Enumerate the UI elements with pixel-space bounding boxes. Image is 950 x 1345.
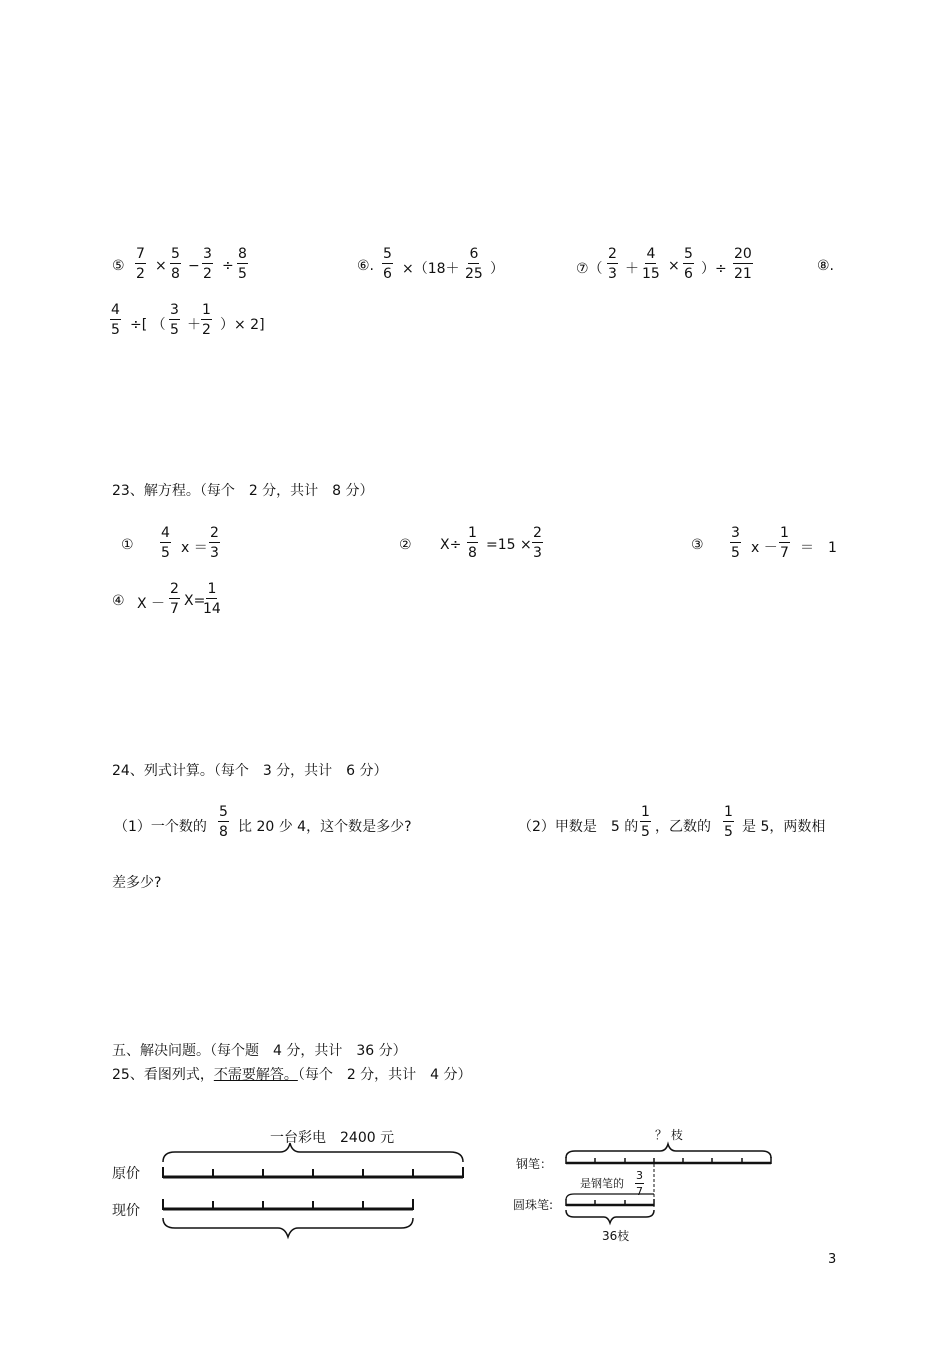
- fig2-bottom-brace: [566, 1210, 654, 1223]
- fraction: $\frac{4}{5}$: [111, 302, 120, 338]
- fig1-top-brace: [163, 1143, 463, 1162]
- fraction: $\frac{1}{2}$: [202, 302, 211, 338]
- fraction: $\frac{4}{5}$: [161, 525, 170, 561]
- fraction: $\frac{3}{5}$: [170, 302, 179, 338]
- fig2-row1-label: 钢笔：: [516, 1157, 553, 1171]
- expression-text: ÷[ （: [130, 317, 166, 333]
- expression-text: ）× 2]: [220, 317, 265, 333]
- q24-part2-text: 是 5，两数相: [742, 819, 826, 835]
- item-6-number: ⑥.: [357, 258, 375, 274]
- q25-title-b: （每个 2 分，共计 4 分）: [297, 1067, 472, 1083]
- fig1-row2-label: 现价: [112, 1203, 140, 1219]
- expression-text: ）: [490, 261, 504, 277]
- fig1-bottom-brace: [163, 1218, 413, 1237]
- item-7-number: ⑦（: [576, 261, 603, 277]
- section5-title: 五、解决问题。（每个题 4 分，共计 36 分）: [112, 1043, 407, 1059]
- fraction: $\frac{1}{7}$: [780, 525, 789, 561]
- fig2-note-fraction: $\frac{3}{7}$: [636, 1169, 643, 1198]
- q24-title: 24、列式计算。（每个 3 分，共计 6 分）: [112, 763, 388, 779]
- fraction: $\frac{8}{5}$: [238, 246, 247, 282]
- fraction: $\frac{4}{15}$: [642, 246, 660, 282]
- expression-text: X=: [184, 593, 206, 609]
- fig2-top-label: ？ 枝: [655, 1128, 683, 1142]
- fig1-top-label: 一台彩电 2400 元: [270, 1130, 395, 1146]
- fig2-diagram: [560, 1140, 780, 1230]
- q24-part2-text: （2）甲数是 5 的: [518, 819, 639, 835]
- fraction: $\frac{2}{3}$: [210, 525, 219, 561]
- fig2-row2-top-brace: [566, 1194, 654, 1200]
- fraction: $\frac{1}{8}$: [468, 525, 477, 561]
- expression-text: x －: [751, 540, 778, 556]
- fig2-top-brace: [566, 1144, 771, 1158]
- q23-title: 23、解方程。（每个 2 分，共计 8 分）: [112, 483, 374, 499]
- q24-part1-text: （1）一个数的: [114, 819, 207, 835]
- item-5-number: ⑤: [112, 258, 125, 274]
- expression-text: x ＝: [181, 540, 208, 556]
- fraction: $\frac{20}{21}$: [734, 246, 752, 282]
- fraction: $\frac{5}{6}$: [684, 246, 693, 282]
- fraction: $\frac{6}{25}$: [465, 246, 483, 282]
- item-8-number: ⑧.: [817, 258, 835, 274]
- fraction: $\frac{1}{14}$: [203, 581, 221, 617]
- expression-text: ＝ 1: [800, 540, 837, 556]
- fig1-diagram: [150, 1140, 480, 1250]
- operator: ÷: [222, 258, 234, 274]
- eq2-number: ②: [399, 537, 412, 553]
- fig1-row1-label: 原价: [112, 1166, 140, 1182]
- q25-title: [112, 1064, 472, 1084]
- operator: ×: [668, 258, 680, 274]
- fraction: $\frac{1}{5}$: [724, 804, 733, 840]
- operator: −: [188, 258, 200, 274]
- expression-text: ）÷: [701, 261, 727, 277]
- operator: ＋: [625, 261, 639, 277]
- page-number: 3: [828, 1252, 837, 1267]
- fig2-note: 是钢笔的: [580, 1177, 624, 1190]
- fraction: $\frac{5}{8}$: [171, 246, 180, 282]
- expression-text: X÷: [440, 537, 462, 553]
- fraction: $\frac{3}{5}$: [731, 525, 740, 561]
- fraction: $\frac{1}{5}$: [641, 804, 650, 840]
- operator: ＋: [187, 317, 201, 333]
- fraction: $\frac{5}{8}$: [219, 804, 228, 840]
- fig2-bottom-label: 36枝: [602, 1229, 630, 1243]
- q24-part2-text: ，乙数的: [655, 819, 711, 835]
- fraction: $\frac{3}{2}$: [203, 246, 212, 282]
- eq4-number: ④: [112, 593, 125, 609]
- eq1-number: ①: [121, 537, 134, 553]
- fraction: $\frac{7}{2}$: [136, 246, 145, 282]
- expression-text: =15 ×: [486, 537, 532, 553]
- fraction: $\frac{2}{3}$: [533, 525, 542, 561]
- q25-title-a: 25、看图列式，: [112, 1067, 214, 1083]
- operator: ×: [155, 258, 167, 274]
- fraction: $\frac{2}{7}$: [170, 581, 179, 617]
- expression-text: ×（18＋: [402, 261, 460, 277]
- fig2-row2-label: 圆珠笔:: [513, 1198, 554, 1212]
- q24-part1-text: 比 20 少 4，这个数是多少?: [238, 819, 412, 835]
- fraction: $\frac{5}{6}$: [383, 246, 392, 282]
- q24-part2-continued: 差多少?: [112, 875, 162, 891]
- q25-title-underlined: 不需要解答。: [213, 1067, 298, 1083]
- expression-text: X －: [137, 596, 166, 612]
- eq3-number: ③: [691, 537, 704, 553]
- fraction: $\frac{2}{3}$: [608, 246, 617, 282]
